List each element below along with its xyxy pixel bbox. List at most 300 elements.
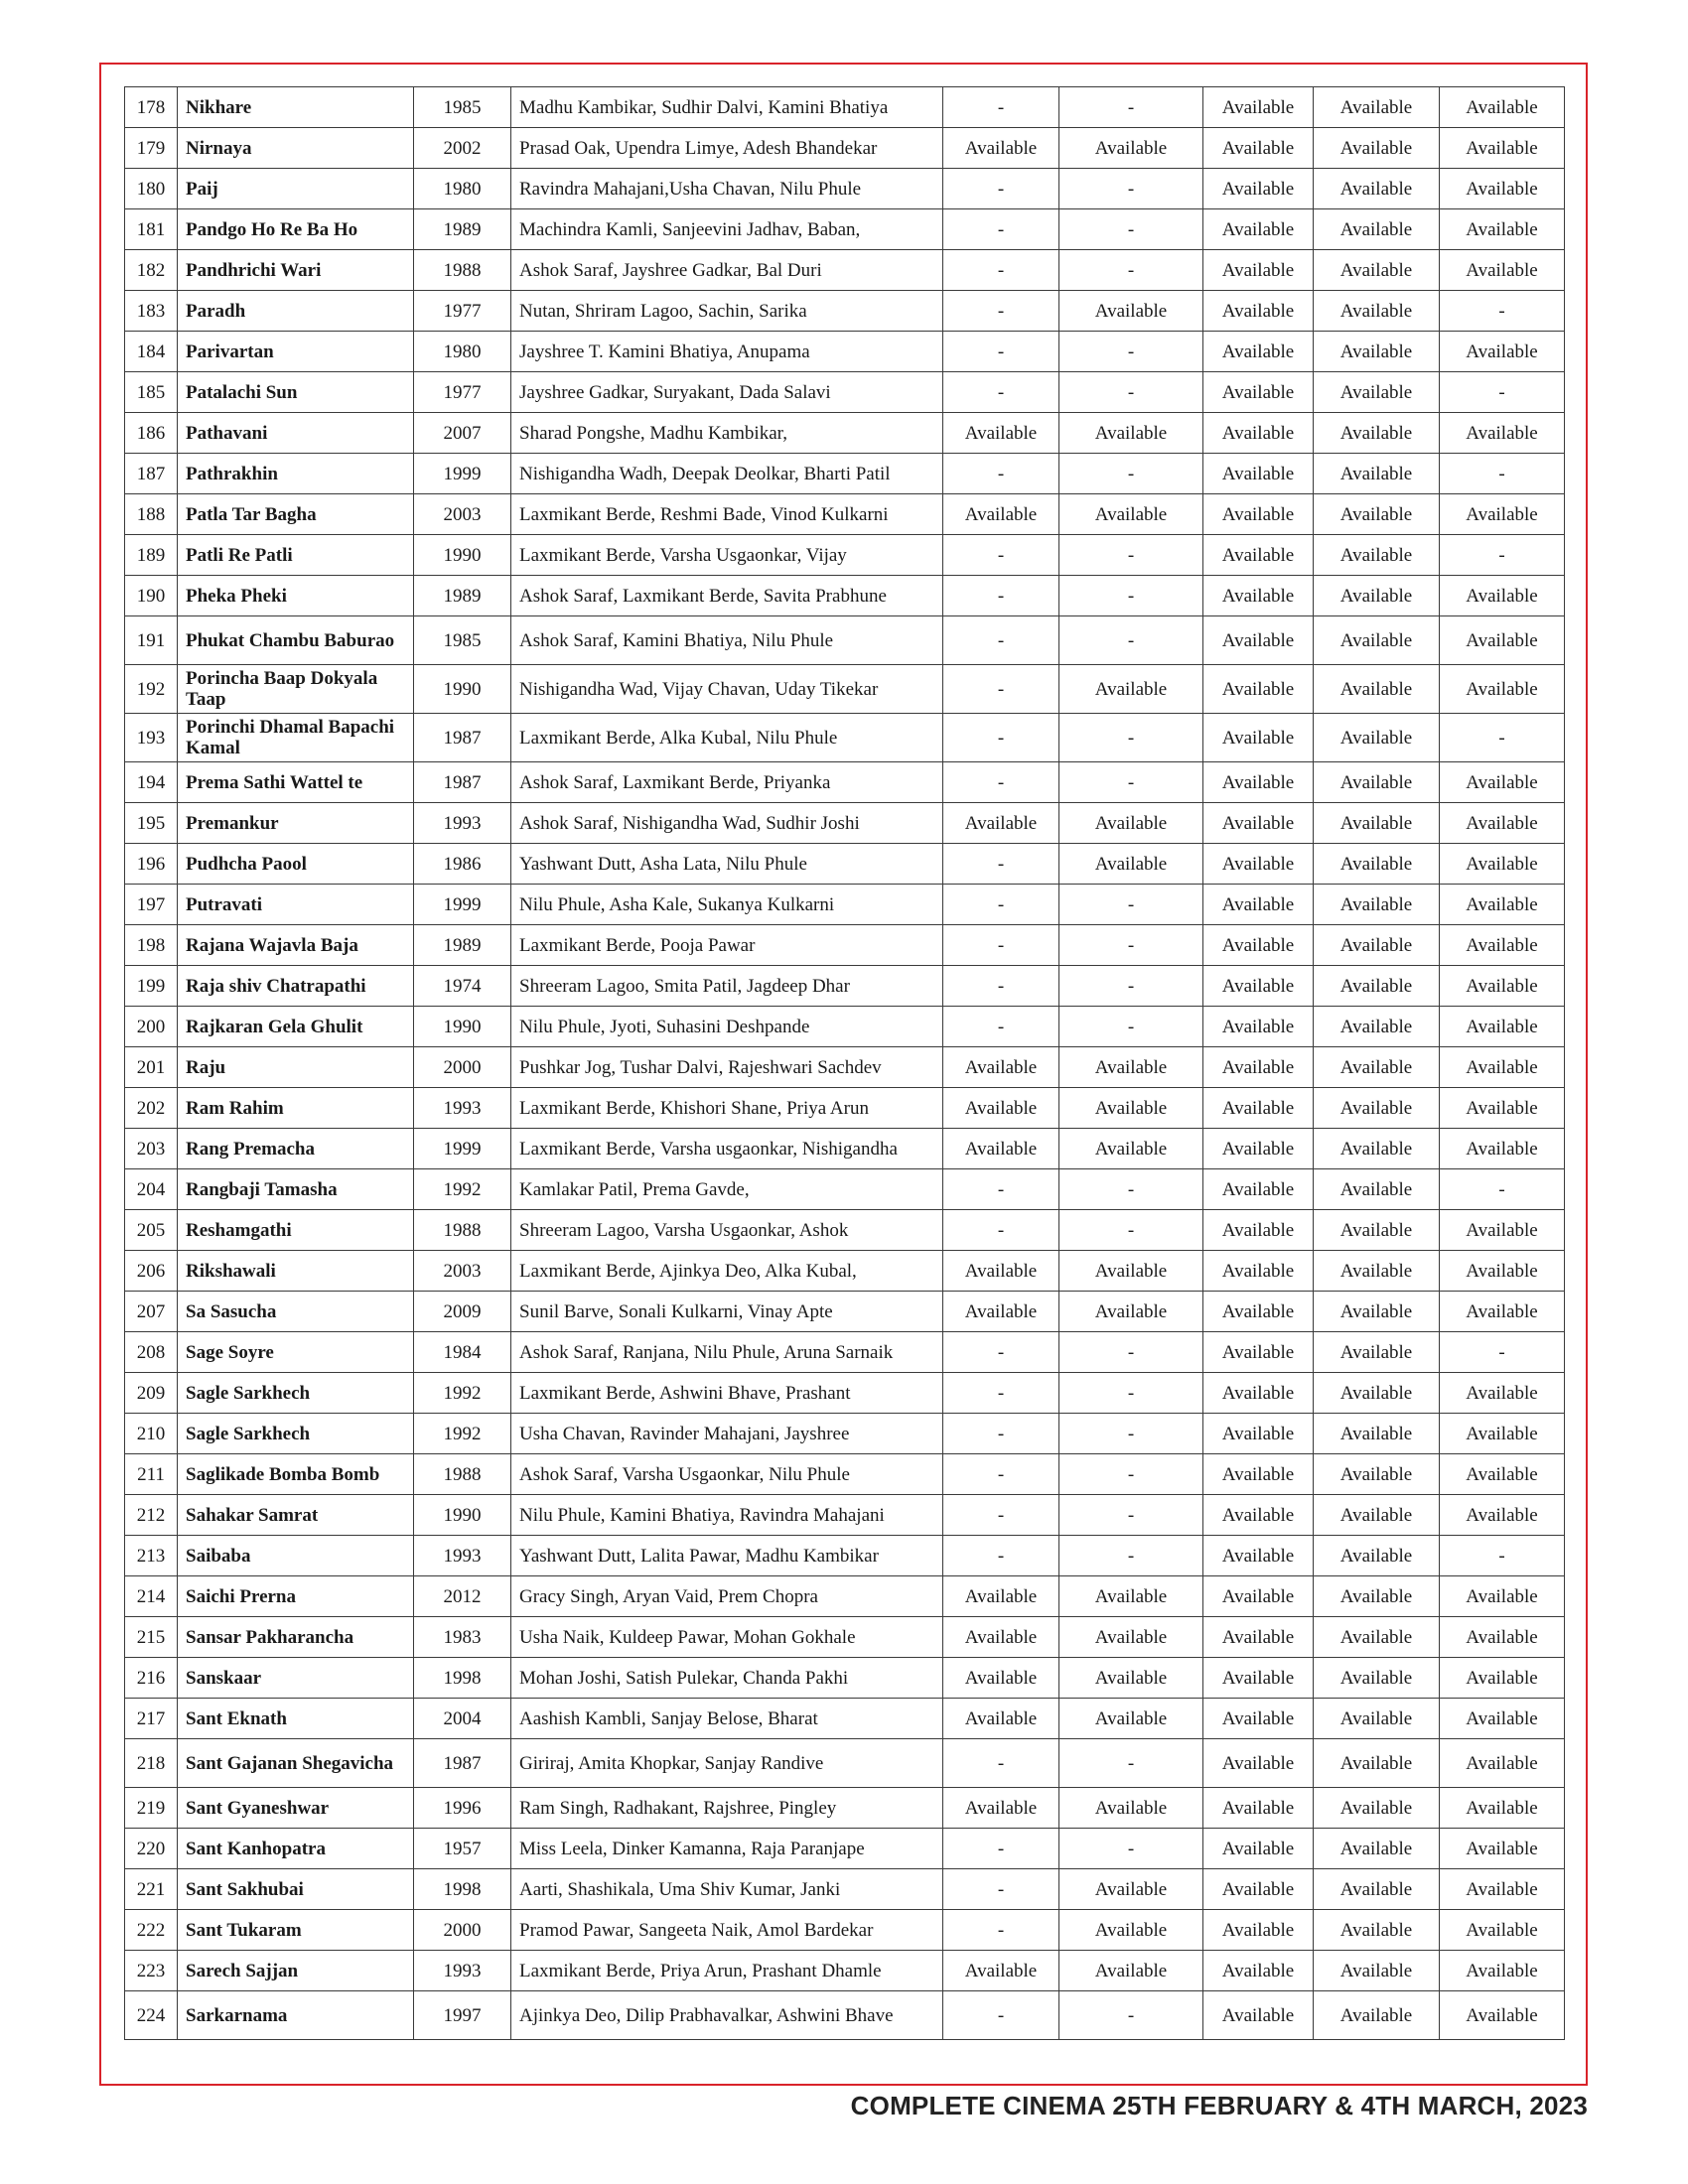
rights-status-cell-3: Available bbox=[1203, 1951, 1314, 1991]
table-row bbox=[125, 1373, 1565, 1414]
table-row bbox=[125, 844, 1565, 885]
rights-status-cell-2: - bbox=[1059, 885, 1203, 925]
film-title-cell: Sagle Sarkhech bbox=[178, 1414, 414, 1454]
rights-status-cell-5: - bbox=[1440, 714, 1565, 762]
film-number-cell: 178 bbox=[125, 87, 178, 128]
rights-status-cell-5: Available bbox=[1440, 209, 1565, 250]
rights-status-cell-5: Available bbox=[1440, 1129, 1565, 1169]
release-year-cell: 1974 bbox=[414, 966, 511, 1007]
release-year-cell: 1998 bbox=[414, 1869, 511, 1910]
rights-status-cell-3: Available bbox=[1203, 1576, 1314, 1617]
rights-status-cell-2: Available bbox=[1059, 1910, 1203, 1951]
rights-status-cell-5: - bbox=[1440, 291, 1565, 332]
film-title-cell: Pandgo Ho Re Ba Ho bbox=[178, 209, 414, 250]
film-title-cell: Porincha Baap Dokyala Taap bbox=[178, 665, 414, 714]
rights-status-cell-5: Available bbox=[1440, 844, 1565, 885]
film-number-cell: 219 bbox=[125, 1788, 178, 1829]
cast-cell: Mohan Joshi, Satish Pulekar, Chanda Pakhi bbox=[511, 1658, 943, 1699]
cast-cell: Prasad Oak, Upendra Limye, Adesh Bhandekar bbox=[511, 128, 943, 169]
rights-status-cell-5: Available bbox=[1440, 1658, 1565, 1699]
rights-status-cell-2: - bbox=[1059, 576, 1203, 616]
cast-cell: Pushkar Jog, Tushar Dalvi, Rajeshwari Sachdev bbox=[511, 1047, 943, 1088]
rights-status-cell-3: Available bbox=[1203, 885, 1314, 925]
release-year-cell: 1987 bbox=[414, 762, 511, 803]
table-row bbox=[125, 494, 1565, 535]
rights-status-cell-4: Available bbox=[1314, 966, 1440, 1007]
rights-status-cell-4: Available bbox=[1314, 1332, 1440, 1373]
film-number-cell: 214 bbox=[125, 1576, 178, 1617]
release-year-cell: 2012 bbox=[414, 1576, 511, 1617]
table-row bbox=[125, 291, 1565, 332]
film-number-cell: 208 bbox=[125, 1332, 178, 1373]
rights-status-cell-1: - bbox=[943, 1536, 1059, 1576]
rights-status-cell-5: Available bbox=[1440, 1088, 1565, 1129]
rights-status-cell-4: Available bbox=[1314, 1007, 1440, 1047]
cast-cell: Gracy Singh, Aryan Vaid, Prem Chopra bbox=[511, 1576, 943, 1617]
film-number-cell: 184 bbox=[125, 332, 178, 372]
film-number-cell: 211 bbox=[125, 1454, 178, 1495]
cast-cell: Ajinkya Deo, Dilip Prabhavalkar, Ashwini Bhave bbox=[511, 1991, 943, 2040]
rights-status-cell-4: Available bbox=[1314, 1910, 1440, 1951]
rights-status-cell-5: Available bbox=[1440, 1829, 1565, 1869]
film-number-cell: 222 bbox=[125, 1910, 178, 1951]
table-row bbox=[125, 1007, 1565, 1047]
rights-status-cell-1: - bbox=[943, 925, 1059, 966]
rights-status-cell-5: Available bbox=[1440, 1788, 1565, 1829]
rights-status-cell-1: Available bbox=[943, 494, 1059, 535]
rights-status-cell-4: Available bbox=[1314, 1251, 1440, 1292]
rights-status-cell-5: - bbox=[1440, 535, 1565, 576]
rights-status-cell-5: Available bbox=[1440, 665, 1565, 714]
rights-status-cell-1: - bbox=[943, 885, 1059, 925]
rights-status-cell-2: - bbox=[1059, 332, 1203, 372]
film-number-cell: 180 bbox=[125, 169, 178, 209]
film-number-cell: 182 bbox=[125, 250, 178, 291]
rights-status-cell-3: Available bbox=[1203, 87, 1314, 128]
release-year-cell: 2003 bbox=[414, 1251, 511, 1292]
rights-status-cell-5: Available bbox=[1440, 1495, 1565, 1536]
rights-status-cell-2: - bbox=[1059, 250, 1203, 291]
table-row bbox=[125, 665, 1565, 714]
film-number-cell: 220 bbox=[125, 1829, 178, 1869]
rights-status-cell-1: - bbox=[943, 616, 1059, 665]
rights-status-cell-1: - bbox=[943, 372, 1059, 413]
rights-status-cell-2: - bbox=[1059, 1991, 1203, 2040]
release-year-cell: 1987 bbox=[414, 1739, 511, 1788]
rights-status-cell-2: - bbox=[1059, 1536, 1203, 1576]
table-row bbox=[125, 1536, 1565, 1576]
rights-status-cell-1: - bbox=[943, 1910, 1059, 1951]
rights-status-cell-4: Available bbox=[1314, 1088, 1440, 1129]
film-title-cell: Sansar Pakharancha bbox=[178, 1617, 414, 1658]
cast-cell: Laxmikant Berde, Ashwini Bhave, Prashant bbox=[511, 1373, 943, 1414]
film-title-cell: Reshamgathi bbox=[178, 1210, 414, 1251]
rights-status-cell-4: Available bbox=[1314, 1617, 1440, 1658]
rights-status-cell-4: Available bbox=[1314, 413, 1440, 454]
rights-status-cell-2: Available bbox=[1059, 1576, 1203, 1617]
film-title-cell: Pheka Pheki bbox=[178, 576, 414, 616]
rights-status-cell-5: Available bbox=[1440, 762, 1565, 803]
cast-cell: Laxmikant Berde, Pooja Pawar bbox=[511, 925, 943, 966]
table-row bbox=[125, 1951, 1565, 1991]
release-year-cell: 2007 bbox=[414, 413, 511, 454]
rights-status-cell-2: - bbox=[1059, 1495, 1203, 1536]
release-year-cell: 1985 bbox=[414, 87, 511, 128]
rights-status-cell-3: Available bbox=[1203, 1414, 1314, 1454]
table-row bbox=[125, 1251, 1565, 1292]
rights-status-cell-5: Available bbox=[1440, 1576, 1565, 1617]
rights-status-cell-5: Available bbox=[1440, 128, 1565, 169]
release-year-cell: 1990 bbox=[414, 665, 511, 714]
rights-status-cell-1: Available bbox=[943, 1617, 1059, 1658]
rights-status-cell-5: Available bbox=[1440, 1910, 1565, 1951]
release-year-cell: 1983 bbox=[414, 1617, 511, 1658]
film-number-cell: 195 bbox=[125, 803, 178, 844]
rights-status-cell-2: Available bbox=[1059, 413, 1203, 454]
table-row bbox=[125, 1088, 1565, 1129]
film-number-cell: 213 bbox=[125, 1536, 178, 1576]
release-year-cell: 1984 bbox=[414, 1332, 511, 1373]
release-year-cell: 1993 bbox=[414, 803, 511, 844]
film-title-cell: Pandhrichi Wari bbox=[178, 250, 414, 291]
film-number-cell: 202 bbox=[125, 1088, 178, 1129]
rights-status-cell-5: Available bbox=[1440, 885, 1565, 925]
cast-cell: Laxmikant Berde, Alka Kubal, Nilu Phule bbox=[511, 714, 943, 762]
rights-status-cell-5: Available bbox=[1440, 1414, 1565, 1454]
rights-status-cell-1: - bbox=[943, 454, 1059, 494]
rights-status-cell-5: - bbox=[1440, 1169, 1565, 1210]
cast-cell: Nishigandha Wad, Vijay Chavan, Uday Tikekar bbox=[511, 665, 943, 714]
cast-cell: Sharad Pongshe, Madhu Kambikar, bbox=[511, 413, 943, 454]
rights-status-cell-5: Available bbox=[1440, 1951, 1565, 1991]
rights-status-cell-3: Available bbox=[1203, 762, 1314, 803]
release-year-cell: 1992 bbox=[414, 1373, 511, 1414]
rights-status-cell-4: Available bbox=[1314, 1495, 1440, 1536]
cast-cell: Ravindra Mahajani,Usha Chavan, Nilu Phule bbox=[511, 169, 943, 209]
rights-status-cell-3: Available bbox=[1203, 1047, 1314, 1088]
release-year-cell: 1999 bbox=[414, 1129, 511, 1169]
rights-status-cell-1: - bbox=[943, 844, 1059, 885]
rights-status-cell-3: Available bbox=[1203, 1739, 1314, 1788]
rights-status-cell-3: Available bbox=[1203, 454, 1314, 494]
film-title-cell: Paradh bbox=[178, 291, 414, 332]
film-number-cell: 187 bbox=[125, 454, 178, 494]
release-year-cell: 1986 bbox=[414, 844, 511, 885]
rights-status-cell-2: - bbox=[1059, 966, 1203, 1007]
release-year-cell: 1977 bbox=[414, 291, 511, 332]
film-title-cell: Pathrakhin bbox=[178, 454, 414, 494]
table-row bbox=[125, 616, 1565, 665]
cast-cell: Laxmikant Berde, Khishori Shane, Priya Arun bbox=[511, 1088, 943, 1129]
release-year-cell: 2003 bbox=[414, 494, 511, 535]
rights-status-cell-3: Available bbox=[1203, 1658, 1314, 1699]
film-number-cell: 188 bbox=[125, 494, 178, 535]
release-year-cell: 1989 bbox=[414, 925, 511, 966]
table-row bbox=[125, 1739, 1565, 1788]
film-title-cell: Patalachi Sun bbox=[178, 372, 414, 413]
rights-status-cell-2: Available bbox=[1059, 1292, 1203, 1332]
film-title-cell: Rangbaji Tamasha bbox=[178, 1169, 414, 1210]
rights-status-cell-4: Available bbox=[1314, 128, 1440, 169]
rights-status-cell-1: - bbox=[943, 1007, 1059, 1047]
film-title-cell: Rajana Wajavla Baja bbox=[178, 925, 414, 966]
rights-status-cell-3: Available bbox=[1203, 372, 1314, 413]
rights-status-cell-2: - bbox=[1059, 535, 1203, 576]
rights-status-cell-3: Available bbox=[1203, 250, 1314, 291]
film-number-cell: 186 bbox=[125, 413, 178, 454]
rights-status-cell-2: - bbox=[1059, 1373, 1203, 1414]
film-title-cell: Premankur bbox=[178, 803, 414, 844]
footer-publication-line: COMPLETE CINEMA 25TH FEBRUARY & 4TH MARCH, 2023 bbox=[850, 2091, 1588, 2120]
rights-status-cell-1: - bbox=[943, 1332, 1059, 1373]
cast-cell: Jayshree T. Kamini Bhatiya, Anupama bbox=[511, 332, 943, 372]
film-title-cell: Rang Premacha bbox=[178, 1129, 414, 1169]
film-number-cell: 206 bbox=[125, 1251, 178, 1292]
film-number-cell: 221 bbox=[125, 1869, 178, 1910]
rights-status-cell-1: - bbox=[943, 1169, 1059, 1210]
rights-status-cell-2: Available bbox=[1059, 803, 1203, 844]
rights-status-cell-2: - bbox=[1059, 1829, 1203, 1869]
release-year-cell: 1988 bbox=[414, 250, 511, 291]
rights-status-cell-1: - bbox=[943, 1829, 1059, 1869]
table-row bbox=[125, 1495, 1565, 1536]
rights-status-cell-3: Available bbox=[1203, 1699, 1314, 1739]
cast-cell: Kamlakar Patil, Prema Gavde, bbox=[511, 1169, 943, 1210]
cast-cell: Pramod Pawar, Sangeeta Naik, Amol Bardekar bbox=[511, 1910, 943, 1951]
table-row bbox=[125, 1991, 1565, 2040]
rights-status-cell-3: Available bbox=[1203, 665, 1314, 714]
film-number-cell: 201 bbox=[125, 1047, 178, 1088]
rights-status-cell-3: Available bbox=[1203, 1292, 1314, 1332]
table-row bbox=[125, 714, 1565, 762]
release-year-cell: 1999 bbox=[414, 885, 511, 925]
rights-status-cell-3: Available bbox=[1203, 1910, 1314, 1951]
cast-cell: Ashok Saraf, Jayshree Gadkar, Bal Duri bbox=[511, 250, 943, 291]
rights-status-cell-4: Available bbox=[1314, 1454, 1440, 1495]
film-number-cell: 193 bbox=[125, 714, 178, 762]
film-title-cell: Raja shiv Chatrapathi bbox=[178, 966, 414, 1007]
release-year-cell: 1990 bbox=[414, 535, 511, 576]
film-number-cell: 199 bbox=[125, 966, 178, 1007]
rights-status-cell-2: - bbox=[1059, 616, 1203, 665]
rights-status-cell-4: Available bbox=[1314, 665, 1440, 714]
cast-cell: Ashok Saraf, Kamini Bhatiya, Nilu Phule bbox=[511, 616, 943, 665]
rights-status-cell-1: Available bbox=[943, 128, 1059, 169]
release-year-cell: 1989 bbox=[414, 209, 511, 250]
film-title-cell: Sarech Sajjan bbox=[178, 1951, 414, 1991]
rights-status-cell-1: - bbox=[943, 291, 1059, 332]
table-row bbox=[125, 1210, 1565, 1251]
cast-cell: Ashok Saraf, Laxmikant Berde, Savita Prabhune bbox=[511, 576, 943, 616]
rights-status-cell-4: Available bbox=[1314, 1047, 1440, 1088]
film-title-cell: Prema Sathi Wattel te bbox=[178, 762, 414, 803]
rights-status-cell-1: Available bbox=[943, 1576, 1059, 1617]
table-row bbox=[125, 1869, 1565, 1910]
rights-status-cell-4: Available bbox=[1314, 1373, 1440, 1414]
table-row bbox=[125, 454, 1565, 494]
rights-status-cell-5: Available bbox=[1440, 1251, 1565, 1292]
cast-cell: Aashish Kambli, Sanjay Belose, Bharat bbox=[511, 1699, 943, 1739]
rights-status-cell-2: - bbox=[1059, 1007, 1203, 1047]
film-number-cell: 224 bbox=[125, 1991, 178, 2040]
release-year-cell: 2002 bbox=[414, 128, 511, 169]
rights-status-cell-4: Available bbox=[1314, 87, 1440, 128]
rights-status-cell-2: - bbox=[1059, 1169, 1203, 1210]
film-number-cell: 205 bbox=[125, 1210, 178, 1251]
rights-status-cell-1: - bbox=[943, 1869, 1059, 1910]
rights-status-cell-2: Available bbox=[1059, 1788, 1203, 1829]
table-row bbox=[125, 372, 1565, 413]
rights-status-cell-1: - bbox=[943, 169, 1059, 209]
film-title-cell: Sanskaar bbox=[178, 1658, 414, 1699]
release-year-cell: 2000 bbox=[414, 1910, 511, 1951]
release-year-cell: 1988 bbox=[414, 1210, 511, 1251]
rights-status-cell-5: Available bbox=[1440, 1373, 1565, 1414]
film-title-cell: Sagle Sarkhech bbox=[178, 1373, 414, 1414]
table-row bbox=[125, 1699, 1565, 1739]
table-row bbox=[125, 1414, 1565, 1454]
release-year-cell: 1990 bbox=[414, 1495, 511, 1536]
rights-status-cell-4: Available bbox=[1314, 762, 1440, 803]
rights-status-cell-5: Available bbox=[1440, 803, 1565, 844]
rights-status-cell-1: - bbox=[943, 1991, 1059, 2040]
rights-status-cell-1: - bbox=[943, 576, 1059, 616]
rights-status-cell-2: Available bbox=[1059, 665, 1203, 714]
table-row bbox=[125, 925, 1565, 966]
rights-status-cell-2: - bbox=[1059, 169, 1203, 209]
rights-status-cell-4: Available bbox=[1314, 1699, 1440, 1739]
rights-status-cell-1: - bbox=[943, 1210, 1059, 1251]
rights-status-cell-1: - bbox=[943, 714, 1059, 762]
film-number-cell: 212 bbox=[125, 1495, 178, 1536]
film-number-cell: 203 bbox=[125, 1129, 178, 1169]
film-number-cell: 185 bbox=[125, 372, 178, 413]
table-row bbox=[125, 1617, 1565, 1658]
rights-status-cell-5: Available bbox=[1440, 494, 1565, 535]
film-title-cell: Ram Rahim bbox=[178, 1088, 414, 1129]
table-row bbox=[125, 1658, 1565, 1699]
rights-status-cell-2: - bbox=[1059, 1210, 1203, 1251]
rights-status-cell-4: Available bbox=[1314, 250, 1440, 291]
rights-status-cell-3: Available bbox=[1203, 1169, 1314, 1210]
rights-status-cell-4: Available bbox=[1314, 209, 1440, 250]
table-row bbox=[125, 885, 1565, 925]
rights-status-cell-4: Available bbox=[1314, 714, 1440, 762]
rights-status-cell-2: - bbox=[1059, 1739, 1203, 1788]
film-number-cell: 197 bbox=[125, 885, 178, 925]
rights-status-cell-3: Available bbox=[1203, 169, 1314, 209]
rights-status-cell-2: Available bbox=[1059, 1699, 1203, 1739]
release-year-cell: 2004 bbox=[414, 1699, 511, 1739]
rights-status-cell-3: Available bbox=[1203, 1495, 1314, 1536]
release-year-cell: 1980 bbox=[414, 332, 511, 372]
rights-status-cell-4: Available bbox=[1314, 535, 1440, 576]
film-number-cell: 183 bbox=[125, 291, 178, 332]
rights-status-cell-4: Available bbox=[1314, 1210, 1440, 1251]
rights-status-cell-2: Available bbox=[1059, 494, 1203, 535]
film-number-cell: 209 bbox=[125, 1373, 178, 1414]
rights-status-cell-4: Available bbox=[1314, 1536, 1440, 1576]
rights-status-cell-5: Available bbox=[1440, 616, 1565, 665]
table-row bbox=[125, 1576, 1565, 1617]
film-title-cell: Pathavani bbox=[178, 413, 414, 454]
rights-status-cell-5: Available bbox=[1440, 169, 1565, 209]
film-title-cell: Sant Kanhopatra bbox=[178, 1829, 414, 1869]
release-year-cell: 2000 bbox=[414, 1047, 511, 1088]
rights-status-cell-1: - bbox=[943, 1414, 1059, 1454]
rights-status-cell-4: Available bbox=[1314, 372, 1440, 413]
table-row bbox=[125, 1788, 1565, 1829]
table-row bbox=[125, 1292, 1565, 1332]
rights-status-cell-1: Available bbox=[943, 1699, 1059, 1739]
rights-status-cell-2: - bbox=[1059, 209, 1203, 250]
rights-status-cell-3: Available bbox=[1203, 844, 1314, 885]
rights-status-cell-2: Available bbox=[1059, 1088, 1203, 1129]
rights-status-cell-4: Available bbox=[1314, 1169, 1440, 1210]
film-title-cell: Sant Sakhubai bbox=[178, 1869, 414, 1910]
film-number-cell: 198 bbox=[125, 925, 178, 966]
rights-status-cell-2: Available bbox=[1059, 1047, 1203, 1088]
release-year-cell: 1993 bbox=[414, 1088, 511, 1129]
rights-status-cell-4: Available bbox=[1314, 1292, 1440, 1332]
table-row bbox=[125, 250, 1565, 291]
rights-status-cell-1: Available bbox=[943, 1088, 1059, 1129]
film-title-cell: Phukat Chambu Baburao bbox=[178, 616, 414, 665]
rights-status-cell-3: Available bbox=[1203, 803, 1314, 844]
table-row bbox=[125, 762, 1565, 803]
cast-cell: Nilu Phule, Jyoti, Suhasini Deshpande bbox=[511, 1007, 943, 1047]
rights-status-cell-3: Available bbox=[1203, 925, 1314, 966]
film-title-cell: Rajkaran Gela Ghulit bbox=[178, 1007, 414, 1047]
cast-cell: Giriraj, Amita Khopkar, Sanjay Randive bbox=[511, 1739, 943, 1788]
rights-status-cell-3: Available bbox=[1203, 1129, 1314, 1169]
release-year-cell: 1993 bbox=[414, 1536, 511, 1576]
release-year-cell: 1999 bbox=[414, 454, 511, 494]
rights-status-cell-4: Available bbox=[1314, 1788, 1440, 1829]
rights-status-cell-1: Available bbox=[943, 1129, 1059, 1169]
cast-cell: Madhu Kambikar, Sudhir Dalvi, Kamini Bhatiya bbox=[511, 87, 943, 128]
rights-status-cell-5: Available bbox=[1440, 1739, 1565, 1788]
rights-status-cell-2: - bbox=[1059, 454, 1203, 494]
cast-cell: Nilu Phule, Asha Kale, Sukanya Kulkarni bbox=[511, 885, 943, 925]
film-number-cell: 217 bbox=[125, 1699, 178, 1739]
film-number-cell: 196 bbox=[125, 844, 178, 885]
rights-status-cell-5: Available bbox=[1440, 1991, 1565, 2040]
film-title-cell: Sa Sasucha bbox=[178, 1292, 414, 1332]
rights-status-cell-3: Available bbox=[1203, 966, 1314, 1007]
table-row bbox=[125, 535, 1565, 576]
film-number-cell: 179 bbox=[125, 128, 178, 169]
cast-cell: Usha Chavan, Ravinder Mahajani, Jayshree bbox=[511, 1414, 943, 1454]
rights-status-cell-3: Available bbox=[1203, 1251, 1314, 1292]
rights-status-cell-1: Available bbox=[943, 1658, 1059, 1699]
film-title-cell: Porinchi Dhamal Bapachi Kamal bbox=[178, 714, 414, 762]
table-row bbox=[125, 1332, 1565, 1373]
cast-cell: Miss Leela, Dinker Kamanna, Raja Paranjape bbox=[511, 1829, 943, 1869]
rights-status-cell-4: Available bbox=[1314, 169, 1440, 209]
release-year-cell: 1987 bbox=[414, 714, 511, 762]
rights-status-cell-2: - bbox=[1059, 762, 1203, 803]
film-title-cell: Sant Gajanan Shegavicha bbox=[178, 1739, 414, 1788]
rights-status-cell-5: - bbox=[1440, 454, 1565, 494]
release-year-cell: 1992 bbox=[414, 1414, 511, 1454]
rights-status-cell-5: Available bbox=[1440, 1869, 1565, 1910]
rights-status-cell-1: - bbox=[943, 1454, 1059, 1495]
rights-status-cell-2: Available bbox=[1059, 1869, 1203, 1910]
film-number-cell: 207 bbox=[125, 1292, 178, 1332]
rights-status-cell-1: - bbox=[943, 1495, 1059, 1536]
film-title-cell: Sant Tukaram bbox=[178, 1910, 414, 1951]
